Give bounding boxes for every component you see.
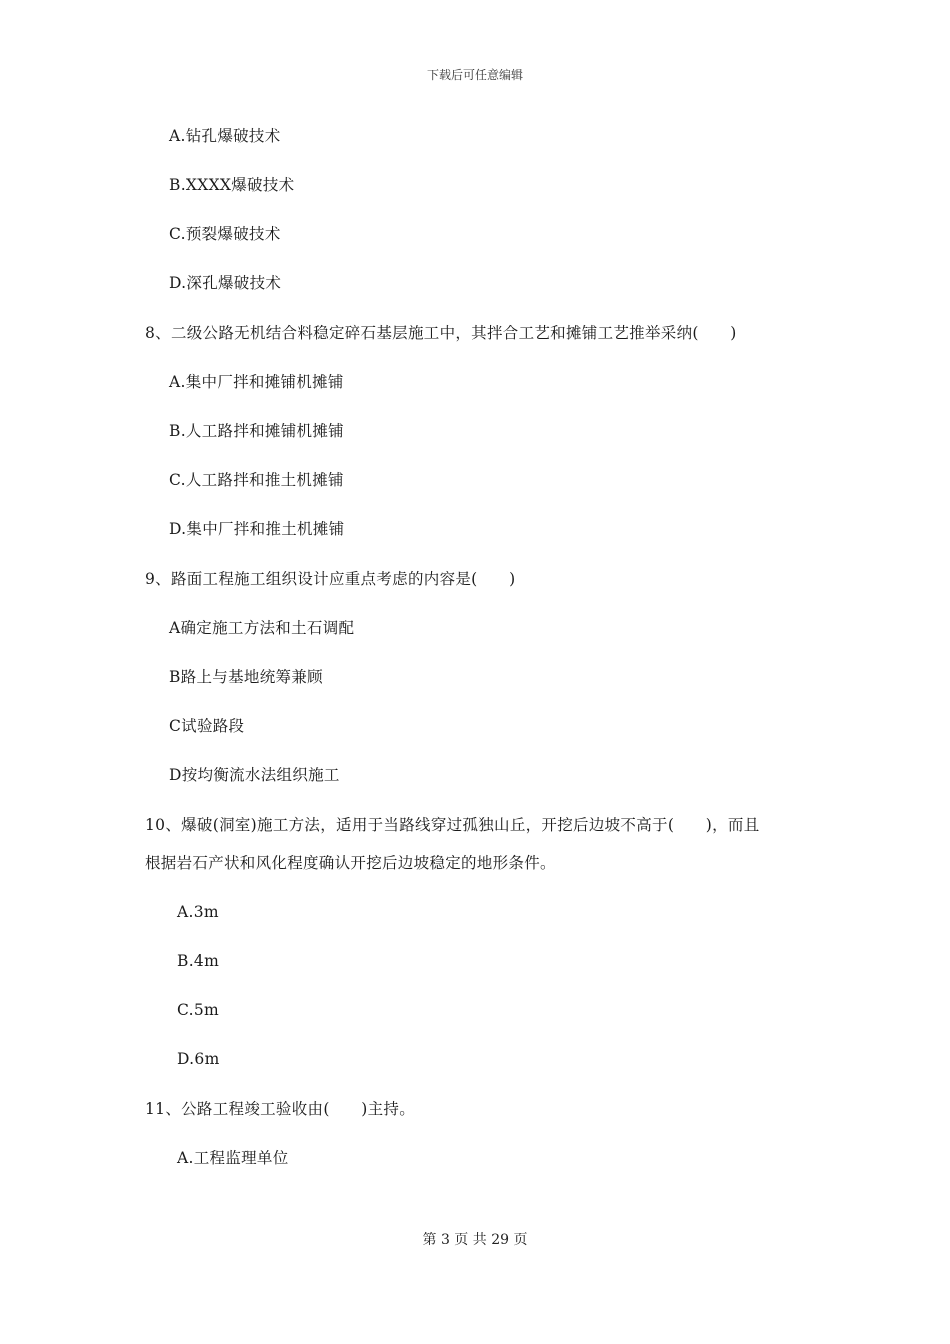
- page-header: 下载后可任意编辑: [426, 68, 523, 82]
- q10-option-c: C.5m: [177, 1001, 219, 1019]
- q10-stem-line1: 10、爆破(洞室)施工方法，适用于当路线穿过孤独山丘，开挖后边坡不高于( )，而且: [145, 816, 760, 834]
- q9-option-b: B路上与基地统筹兼顾: [169, 668, 323, 686]
- q7-option-b: B.XXXX爆破技术: [169, 176, 295, 194]
- q10-option-d: D.6m: [177, 1050, 220, 1068]
- q8-option-a: A.集中厂拌和摊铺机摊铺: [169, 373, 344, 391]
- q9-option-c: C试验路段: [169, 717, 245, 735]
- q8-stem: 8、二级公路无机结合料稳定碎石基层施工中，其拌合工艺和摊铺工艺推举采纳( ): [145, 324, 737, 342]
- page-footer: 第 3 页 共 29 页: [422, 1232, 528, 1248]
- q8-option-b: B.人工路拌和摊铺机摊铺: [169, 422, 344, 440]
- q11-option-a: A.工程监理单位: [177, 1149, 289, 1167]
- q8-option-c: C.人工路拌和推土机摊铺: [169, 471, 344, 489]
- q9-option-d: D按均衡流水法组织施工: [169, 766, 340, 784]
- q10-stem-line2: 根据岩石产状和风化程度确认开挖后边坡稳定的地形条件。: [145, 854, 556, 872]
- q10-option-b: B.4m: [177, 952, 220, 970]
- q9-option-a: A确定施工方法和土石调配: [169, 619, 355, 637]
- q10-option-a: A.3m: [177, 903, 219, 921]
- q7-option-a: A.钻孔爆破技术: [169, 127, 281, 145]
- q8-option-d: D.集中厂拌和推土机摊铺: [169, 520, 345, 538]
- q11-stem: 11、公路工程竣工验收由( )主持。: [145, 1100, 416, 1118]
- q7-option-d: D.深孔爆破技术: [169, 274, 282, 292]
- q9-stem: 9、路面工程施工组织设计应重点考虑的内容是( ): [145, 570, 516, 588]
- q7-option-c: C.预裂爆破技术: [169, 225, 281, 243]
